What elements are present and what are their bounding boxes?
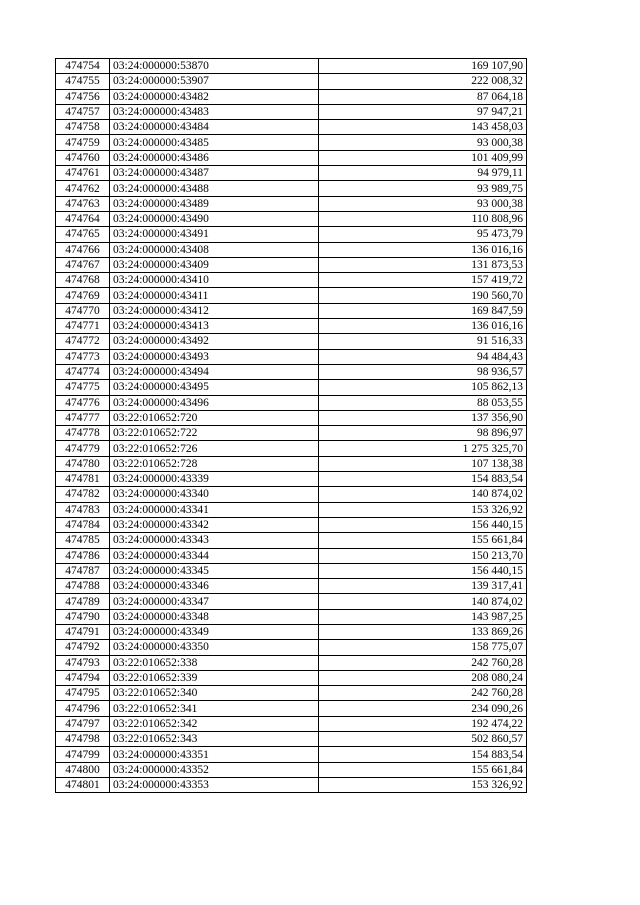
row-number-cell: 474761	[56, 166, 110, 181]
table-row	[56, 670, 527, 685]
table-row	[56, 502, 527, 517]
row-number-cell: 474776	[56, 395, 110, 410]
row-number-cell: 474768	[56, 273, 110, 288]
table-body	[56, 59, 527, 793]
amount-cell: 133 869,26	[319, 624, 527, 639]
table-row	[56, 640, 527, 655]
row-number-cell: 474778	[56, 426, 110, 441]
cadastral-number-cell: 03:24:000000:43484	[110, 120, 319, 135]
table-row	[56, 303, 527, 318]
amount-cell: 140 874,02	[319, 487, 527, 502]
table-row	[56, 211, 527, 226]
row-number-cell: 474773	[56, 349, 110, 364]
cadastral-number-cell: 03:24:000000:43495	[110, 380, 319, 395]
amount-cell: 242 760,28	[319, 655, 527, 670]
cadastral-number-cell: 03:24:000000:43489	[110, 196, 319, 211]
cadastral-number-cell: 03:24:000000:43346	[110, 579, 319, 594]
table-row	[56, 242, 527, 257]
row-number-cell: 474786	[56, 548, 110, 563]
cadastral-number-cell: 03:24:000000:43486	[110, 150, 319, 165]
amount-cell: 154 883,54	[319, 747, 527, 762]
row-number-cell: 474797	[56, 716, 110, 731]
cadastral-number-cell: 03:22:010652:338	[110, 655, 319, 670]
cadastral-number-cell: 03:24:000000:43353	[110, 777, 319, 792]
amount-cell: 143 458,03	[319, 120, 527, 135]
cadastral-number-cell: 03:24:000000:53870	[110, 59, 319, 74]
amount-cell: 208 080,24	[319, 670, 527, 685]
row-number-cell: 474793	[56, 655, 110, 670]
row-number-cell: 474787	[56, 563, 110, 578]
cadastral-number-cell: 03:24:000000:43413	[110, 319, 319, 334]
row-number-cell: 474757	[56, 104, 110, 119]
cadastral-number-cell: 03:24:000000:43496	[110, 395, 319, 410]
table-row	[56, 89, 527, 104]
table-row	[56, 135, 527, 150]
row-number-cell: 474788	[56, 579, 110, 594]
table-row	[56, 150, 527, 165]
data-table	[55, 58, 527, 793]
table-row	[56, 59, 527, 74]
row-number-cell: 474774	[56, 364, 110, 379]
cadastral-number-cell: 03:24:000000:43344	[110, 548, 319, 563]
amount-cell: 131 873,53	[319, 257, 527, 272]
table-row	[56, 747, 527, 762]
row-number-cell: 474796	[56, 701, 110, 716]
amount-cell: 502 860,57	[319, 732, 527, 747]
table-row	[56, 441, 527, 456]
row-number-cell: 474766	[56, 242, 110, 257]
cadastral-number-cell: 03:24:000000:43342	[110, 517, 319, 532]
cadastral-number-cell: 03:24:000000:43482	[110, 89, 319, 104]
cadastral-number-cell: 03:24:000000:43490	[110, 211, 319, 226]
amount-cell: 139 317,41	[319, 579, 527, 594]
amount-cell: 154 883,54	[319, 472, 527, 487]
table-row	[56, 594, 527, 609]
table-row	[56, 227, 527, 242]
cadastral-number-cell: 03:24:000000:43352	[110, 762, 319, 777]
table-row	[56, 686, 527, 701]
row-number-cell: 474762	[56, 181, 110, 196]
cadastral-number-cell: 03:24:000000:43340	[110, 487, 319, 502]
amount-cell: 94 484,43	[319, 349, 527, 364]
table-row	[56, 410, 527, 425]
row-number-cell: 474798	[56, 732, 110, 747]
row-number-cell: 474782	[56, 487, 110, 502]
amount-cell: 150 213,70	[319, 548, 527, 563]
cadastral-number-cell: 03:22:010652:340	[110, 686, 319, 701]
cadastral-number-cell: 03:24:000000:43492	[110, 334, 319, 349]
table-row	[56, 716, 527, 731]
amount-cell: 242 760,28	[319, 686, 527, 701]
amount-cell: 169 847,59	[319, 303, 527, 318]
row-number-cell: 474779	[56, 441, 110, 456]
cadastral-number-cell: 03:24:000000:43491	[110, 227, 319, 242]
amount-cell: 1 275 325,70	[319, 441, 527, 456]
cadastral-number-cell: 03:24:000000:43487	[110, 166, 319, 181]
table-row	[56, 732, 527, 747]
amount-cell: 158 775,07	[319, 640, 527, 655]
table-row	[56, 456, 527, 471]
row-number-cell: 474794	[56, 670, 110, 685]
table-row	[56, 426, 527, 441]
amount-cell: 169 107,90	[319, 59, 527, 74]
row-number-cell: 474772	[56, 334, 110, 349]
amount-cell: 153 326,92	[319, 502, 527, 517]
amount-cell: 140 874,02	[319, 594, 527, 609]
table-row	[56, 655, 527, 670]
table-row	[56, 104, 527, 119]
amount-cell: 93 000,38	[319, 196, 527, 211]
cadastral-number-cell: 03:24:000000:43348	[110, 609, 319, 624]
table-row	[56, 257, 527, 272]
cadastral-number-cell: 03:22:010652:343	[110, 732, 319, 747]
table-row	[56, 487, 527, 502]
cadastral-number-cell: 03:24:000000:43483	[110, 104, 319, 119]
table-row	[56, 120, 527, 135]
amount-cell: 136 016,16	[319, 319, 527, 334]
table-row	[56, 548, 527, 563]
row-number-cell: 474790	[56, 609, 110, 624]
table-row	[56, 334, 527, 349]
row-number-cell: 474795	[56, 686, 110, 701]
cadastral-number-cell: 03:22:010652:341	[110, 701, 319, 716]
cadastral-number-cell: 03:24:000000:43485	[110, 135, 319, 150]
cadastral-number-cell: 03:24:000000:43343	[110, 533, 319, 548]
row-number-cell: 474764	[56, 211, 110, 226]
table-row	[56, 181, 527, 196]
table-row	[56, 364, 527, 379]
amount-cell: 156 440,15	[319, 563, 527, 578]
cadastral-number-cell: 03:24:000000:43493	[110, 349, 319, 364]
cadastral-number-cell: 03:24:000000:43408	[110, 242, 319, 257]
cadastral-number-cell: 03:24:000000:43350	[110, 640, 319, 655]
row-number-cell: 474801	[56, 777, 110, 792]
cadastral-number-cell: 03:24:000000:43411	[110, 288, 319, 303]
row-number-cell: 474792	[56, 640, 110, 655]
cadastral-number-cell: 03:24:000000:43412	[110, 303, 319, 318]
amount-cell: 136 016,16	[319, 242, 527, 257]
amount-cell: 222 008,32	[319, 74, 527, 89]
amount-cell: 234 090,26	[319, 701, 527, 716]
amount-cell: 88 053,55	[319, 395, 527, 410]
amount-cell: 110 808,96	[319, 211, 527, 226]
amount-cell: 143 987,25	[319, 609, 527, 624]
amount-cell: 190 560,70	[319, 288, 527, 303]
table-row	[56, 563, 527, 578]
table-row	[56, 579, 527, 594]
amount-cell: 91 516,33	[319, 334, 527, 349]
table-row	[56, 777, 527, 792]
row-number-cell: 474784	[56, 517, 110, 532]
row-number-cell: 474755	[56, 74, 110, 89]
row-number-cell: 474759	[56, 135, 110, 150]
row-number-cell: 474769	[56, 288, 110, 303]
row-number-cell: 474777	[56, 410, 110, 425]
cadastral-number-cell: 03:22:010652:728	[110, 456, 319, 471]
amount-cell: 153 326,92	[319, 777, 527, 792]
row-number-cell: 474754	[56, 59, 110, 74]
cadastral-number-cell: 03:24:000000:43351	[110, 747, 319, 762]
amount-cell: 93 000,38	[319, 135, 527, 150]
cadastral-number-cell: 03:24:000000:53907	[110, 74, 319, 89]
amount-cell: 95 473,79	[319, 227, 527, 242]
row-number-cell: 474780	[56, 456, 110, 471]
table-row	[56, 380, 527, 395]
amount-cell: 105 862,13	[319, 380, 527, 395]
table-row	[56, 624, 527, 639]
table-row	[56, 472, 527, 487]
amount-cell: 94 979,11	[319, 166, 527, 181]
table-row	[56, 395, 527, 410]
cadastral-number-cell: 03:24:000000:43347	[110, 594, 319, 609]
table-row	[56, 273, 527, 288]
row-number-cell: 474760	[56, 150, 110, 165]
amount-cell: 192 474,22	[319, 716, 527, 731]
amount-cell: 157 419,72	[319, 273, 527, 288]
amount-cell: 101 409,99	[319, 150, 527, 165]
table-row	[56, 533, 527, 548]
amount-cell: 137 356,90	[319, 410, 527, 425]
table-row	[56, 196, 527, 211]
row-number-cell: 474781	[56, 472, 110, 487]
cadastral-number-cell: 03:24:000000:43345	[110, 563, 319, 578]
cadastral-number-cell: 03:24:000000:43410	[110, 273, 319, 288]
table-row	[56, 517, 527, 532]
row-number-cell: 474756	[56, 89, 110, 104]
cadastral-number-cell: 03:24:000000:43341	[110, 502, 319, 517]
row-number-cell: 474771	[56, 319, 110, 334]
amount-cell: 93 989,75	[319, 181, 527, 196]
row-number-cell: 474770	[56, 303, 110, 318]
cadastral-number-cell: 03:22:010652:339	[110, 670, 319, 685]
amount-cell: 107 138,38	[319, 456, 527, 471]
table-row	[56, 166, 527, 181]
row-number-cell: 474799	[56, 747, 110, 762]
amount-cell: 156 440,15	[319, 517, 527, 532]
row-number-cell: 474767	[56, 257, 110, 272]
table-row	[56, 762, 527, 777]
cadastral-number-cell: 03:22:010652:726	[110, 441, 319, 456]
amount-cell: 98 936,57	[319, 364, 527, 379]
amount-cell: 98 896,97	[319, 426, 527, 441]
table-row	[56, 74, 527, 89]
table-row	[56, 319, 527, 334]
amount-cell: 97 947,21	[319, 104, 527, 119]
amount-cell: 155 661,84	[319, 533, 527, 548]
cadastral-number-cell: 03:22:010652:722	[110, 426, 319, 441]
row-number-cell: 474775	[56, 380, 110, 395]
cadastral-number-cell: 03:24:000000:43409	[110, 257, 319, 272]
table-row	[56, 609, 527, 624]
row-number-cell: 474763	[56, 196, 110, 211]
table-row	[56, 288, 527, 303]
row-number-cell: 474785	[56, 533, 110, 548]
table-row	[56, 349, 527, 364]
cadastral-number-cell: 03:24:000000:43488	[110, 181, 319, 196]
row-number-cell: 474789	[56, 594, 110, 609]
table-row	[56, 701, 527, 716]
amount-cell: 87 064,18	[319, 89, 527, 104]
row-number-cell: 474758	[56, 120, 110, 135]
cadastral-number-cell: 03:24:000000:43339	[110, 472, 319, 487]
row-number-cell: 474791	[56, 624, 110, 639]
cadastral-number-cell: 03:24:000000:43494	[110, 364, 319, 379]
row-number-cell: 474800	[56, 762, 110, 777]
amount-cell: 155 661,84	[319, 762, 527, 777]
cadastral-number-cell: 03:22:010652:720	[110, 410, 319, 425]
row-number-cell: 474765	[56, 227, 110, 242]
row-number-cell: 474783	[56, 502, 110, 517]
cadastral-number-cell: 03:22:010652:342	[110, 716, 319, 731]
cadastral-number-cell: 03:24:000000:43349	[110, 624, 319, 639]
